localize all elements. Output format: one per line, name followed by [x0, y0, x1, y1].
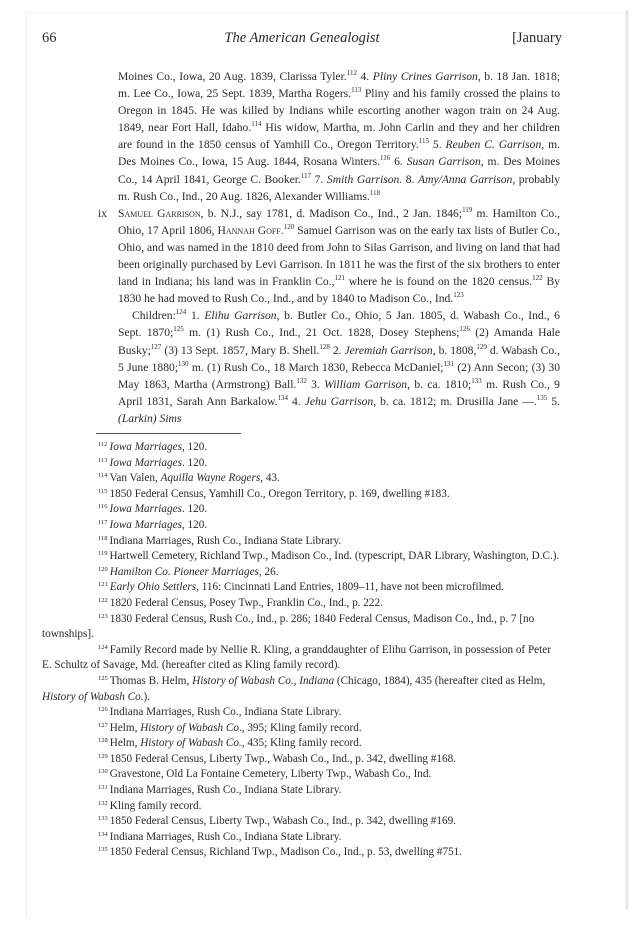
footnote-item: [42, 518, 562, 534]
footnote-reference[interactable]: 114: [251, 120, 262, 129]
footnote-reference[interactable]: 128: [319, 342, 330, 351]
text-run: Indiana Marriages, Rush Co., Indiana State Library.: [109, 706, 342, 719]
text-run: 8.: [402, 172, 419, 186]
footnote-item: [42, 549, 562, 565]
italic-text: Jeremiah Garrison: [344, 343, 433, 357]
footnote-number: 116: [98, 503, 108, 511]
text-run: , 435; Kling family record.: [241, 737, 362, 750]
footnote-item: [42, 565, 562, 581]
text-run: , probably m. Rush Co., Ind., 20 Aug. 1826, Alexander Williams.: [118, 172, 560, 203]
footnote-item: [42, 440, 562, 456]
text-run: m. (1) Rush Co., 18 March 1830, Rebecca McDaniel;: [188, 360, 444, 374]
italic-text: Elihu Garrison: [204, 309, 277, 323]
italic-text: History of Wabash Co.: [42, 690, 144, 703]
footnote-item: [42, 736, 562, 752]
footnote-number: 134: [98, 830, 108, 838]
footnote-number: 126: [98, 706, 108, 714]
footnote-item: [42, 596, 562, 612]
footnote-reference[interactable]: 125: [173, 325, 184, 334]
footnote-number: 113: [98, 456, 108, 464]
body-text: [98, 68, 561, 427]
text-run: m. Rush Co., 9 April 1831, Sarah Ann Barkalow.: [118, 377, 560, 408]
footnote-reference[interactable]: 116: [380, 154, 391, 163]
footnote-number: 125: [98, 674, 108, 682]
footnote-number: 119: [98, 550, 108, 558]
text-run: Indiana Marriages, Rush Co., Indiana State Library.: [109, 534, 342, 547]
footnote-number: 115: [98, 487, 108, 495]
text-run: where he is found on the 1820 census.: [344, 275, 533, 289]
footnote-reference[interactable]: 117: [300, 171, 312, 180]
footnotes: [42, 440, 562, 861]
footnote-number: 123: [98, 612, 108, 620]
text-run: 2.: [329, 343, 345, 357]
italic-text: History of Wabash Co.: [140, 737, 242, 750]
footnote-item: [42, 487, 562, 503]
text-run: , b. N.J., say 1781, d. Madison Co., Ind., 2 Jan. 1846;: [200, 206, 463, 220]
text-run: m. Hamilton Co., Ohio, 17 April 1806,: [118, 206, 560, 237]
italic-text: Reuben C. Garrison: [445, 138, 542, 152]
footnote-number: 127: [98, 721, 108, 729]
text-run: (2) Amanda Hale Busky;: [118, 326, 560, 357]
footnote-item: [42, 502, 562, 518]
footnote-item: [42, 580, 562, 596]
footnote-reference[interactable]: 133: [471, 376, 482, 385]
footnote-reference[interactable]: 123: [453, 291, 464, 300]
footnote-item: [42, 783, 562, 799]
text-run: 1850 Federal Census, Liberty Twp., Wabash Co., Ind., p. 342, dwelling #168.: [109, 752, 456, 765]
text-run: (3) 13 Sept. 1857, Mary B. Shell.: [161, 343, 320, 357]
footnote-number: 124: [98, 643, 108, 651]
footnote-number: 130: [98, 768, 108, 776]
text-run: 1830 Federal Census, Rush Co., Ind., p. 286; 1840 Federal Census, Madison Co., Ind., p. 7 [no townships].: [42, 612, 535, 641]
text-run: , b. Butler Co., Ohio, 5 Jan. 1805, d. Wabash Co., Ind., 6 Sept. 1870;: [118, 309, 560, 340]
footnote-number: 135: [98, 846, 108, 854]
text-run: 1850 Federal Census, Yamhill Co., Oregon Territory, p. 169, dwelling #183.: [109, 487, 450, 500]
text-run: Family Record made by Nellie R. Kling, a granddaughter of Elihu Garrison, in possession of Peter E. Schultz of Savage, Md. (hereafter cited as Kling family record).: [42, 643, 551, 672]
text-run: , b. ca. 1810;: [407, 377, 472, 391]
italic-text: History of Wabash Co., Indiana: [192, 674, 335, 687]
text-run: Helm,: [109, 737, 141, 750]
scan-binding-shadow: [625, 10, 629, 910]
footnote-reference[interactable]: 122: [532, 274, 543, 283]
footnote-item: [42, 674, 562, 705]
footnote-item: [42, 845, 562, 861]
text-run: , 120.: [181, 441, 208, 453]
footnote-reference[interactable]: 127: [150, 342, 162, 351]
italic-text: Iowa Marriages: [109, 503, 182, 516]
footnote-item: [42, 612, 562, 643]
text-run: Hartwell Cemetery, Richland Twp., Madison Co., Ind. (typescript, DAR Library, Washington, D.C.).: [109, 550, 560, 563]
footnote-reference[interactable]: 126: [459, 325, 470, 334]
footnote-number: 117: [98, 518, 108, 526]
footnote-number: 133: [98, 815, 108, 823]
footnote-reference[interactable]: 112: [346, 69, 357, 77]
text-run: 7.: [311, 172, 327, 186]
footnote-item: [42, 799, 562, 815]
text-run: Indiana Marriages, Rush Co., Indiana State Library.: [109, 784, 342, 797]
italic-text: Smith Garrison.: [326, 172, 403, 186]
text-run: 5.: [428, 138, 446, 152]
text-run: Indiana Marriages, Rush Co., Indiana State Library.: [109, 830, 342, 843]
text-run: 4.: [356, 70, 373, 83]
text-run: , 120.: [181, 518, 208, 531]
footnote-rule: [96, 433, 241, 434]
text-run: d. Wabash Co., 5 June 1880;: [118, 343, 561, 374]
footnote-reference[interactable]: 119: [462, 205, 473, 214]
footnote-reference[interactable]: 134: [277, 393, 289, 402]
text-run: By 1830 he had moved to Rush Co., Ind., and by 1840 to Madison Co., Ind.: [118, 275, 560, 306]
text-run: 1820 Federal Census, Posey Twp., Franklin Co., Ind., p. 222.: [109, 596, 383, 609]
children-paragraph: [118, 307, 560, 427]
italic-text: Susan Garrison: [406, 155, 481, 169]
text-run: . 120.: [181, 456, 208, 469]
footnote-reference[interactable]: 131: [443, 359, 455, 368]
footnote-item: [42, 752, 562, 768]
text-run: ).: [143, 690, 151, 703]
footnote-reference[interactable]: 113: [351, 86, 362, 95]
text-run: 3.: [306, 377, 325, 391]
text-run: (2) Ann Secon; (3) 30 May 1863, Martha (Armstrong) Ball.: [118, 360, 560, 391]
text-run: Van Valen,: [109, 472, 161, 485]
text-run: 5.: [547, 394, 560, 408]
text-run: Kling family record.: [109, 799, 202, 812]
footnote-number: 132: [98, 799, 108, 807]
footnote-number: 118: [98, 534, 108, 542]
footnote-reference[interactable]: 118: [369, 188, 381, 197]
italic-text: Amy/Anna Garrison: [418, 172, 513, 186]
footnote-item: [42, 721, 562, 737]
text-run: , 43.: [260, 472, 280, 485]
text-run: Samuel Garrison was on the early tax lists of Butler Co., Ohio, and was named in the 1810 deed from John to Silas Garrison, and living on land that had been originally purchased by Levi Garrison. In 1811 he was the first of the six brothers to enter land in Indiana; his land was in Franklin Co.,: [118, 223, 560, 289]
text-run: , 116: Cincinnati Land Entries, 1809–11, have not been microfilmed.: [196, 581, 504, 594]
text-run: , b. 1808,: [432, 343, 477, 357]
footnote-reference[interactable]: 115: [418, 137, 429, 146]
text-run: Gravestone, Old La Fontaine Cemetery, Liberty Twp., Wabash Co., Ind.: [109, 768, 432, 781]
footnote-item: [42, 767, 562, 783]
footnote-reference[interactable]: 124: [175, 308, 187, 317]
genealogy-entry-ix: [98, 205, 560, 308]
text-run: , 26.: [258, 565, 279, 578]
footnote-number: 122: [98, 596, 108, 604]
footnote-reference[interactable]: 132: [296, 376, 307, 385]
footnote-number: 128: [98, 737, 108, 745]
text-run: Pliny and his family crossed the plains to Oregon in 1845. He was killed by Indians while escorting another wagon train on 24 Aug. 1849, near Fort Hall, Idaho.: [118, 87, 560, 135]
text-run: 1850 Federal Census, Liberty Twp., Wabash Co., Ind., p. 342, dwelling #169.: [109, 815, 456, 828]
text-run: , b. ca. 1812; m. Drusilla Jane —.: [373, 394, 537, 408]
running-head: [42, 30, 562, 52]
text-run: (Chicago, 1884), 435 (hereafter cited as Helm,: [334, 674, 546, 687]
text-run: 1850 Federal Census, Richland Twp., Madison Co., Ind., p. 53, dwelling #751.: [109, 846, 463, 859]
footnote-number: 114: [98, 472, 108, 480]
small-caps-name: Samuel Garrison: [118, 206, 201, 220]
italic-text: Hamilton Co. Pioneer Marriages: [109, 565, 259, 578]
footnote-item: [42, 705, 562, 721]
entry-text: [118, 207, 560, 305]
text-run: 1.: [186, 309, 205, 323]
italic-text: Iowa Marriages: [109, 441, 182, 453]
footnote-number: 131: [98, 784, 108, 792]
text-run: , m. Des Moines Co., 14 April 1841, George C. Booker.: [118, 155, 560, 186]
italic-text: William Garrison: [324, 377, 408, 391]
footnote-number: 112: [98, 441, 108, 448]
page-number: 66: [42, 30, 57, 46]
small-caps-name: Hannah Goff: [217, 223, 281, 237]
footnote-reference[interactable]: 130: [178, 359, 189, 368]
italic-text: (Larkin) Sims: [118, 411, 182, 425]
footnote-item: [42, 456, 562, 472]
italic-text: Iowa Marriages: [109, 518, 182, 531]
journal-title: The American Genealogist: [224, 30, 380, 46]
footnote-item: [42, 830, 562, 846]
text-run: Moines Co., Iowa, 20 Aug. 1839, Clarissa Tyler.: [118, 70, 347, 83]
text-run: His widow, Martha, m. John Carlin and they and her children are found in the 1850 census of Yamhill Co., Oregon Territory.: [118, 121, 560, 152]
entry-roman-numeral: ix: [98, 206, 108, 220]
footnote-item: [42, 534, 562, 550]
footnote-number: 129: [98, 752, 108, 760]
text-run: . 120.: [181, 503, 208, 516]
footnote-number: 120: [98, 565, 108, 573]
footnote-reference[interactable]: 121: [334, 274, 345, 283]
text-run: , b. 18 Jan. 1818; m. Lee Co., Iowa, 25 Sept. 1839, Martha Rogers.: [118, 70, 560, 101]
text-run: Thomas B. Helm,: [109, 674, 193, 687]
footnote-item: [42, 471, 562, 487]
footnote-reference[interactable]: 120: [283, 222, 295, 231]
italic-text: Jehu Garrison: [304, 394, 374, 408]
italic-text: Pliny Crines Garrison: [372, 70, 478, 83]
text-run: Helm,: [109, 721, 141, 734]
text-run: m. (1) Rush Co., Ind., 21 Oct. 1828, Dosey Stephens;: [183, 326, 460, 340]
text-run: ., 395; Kling family record.: [238, 721, 362, 734]
footnote-item: [42, 814, 562, 830]
italic-text: Aquilla Wayne Rogers: [160, 472, 261, 485]
footnote-number: 121: [98, 581, 108, 589]
footnote-item: [42, 643, 562, 674]
text-run: 6.: [390, 155, 407, 169]
italic-text: Iowa Marriages: [109, 456, 182, 469]
text-run: , m. Des Moines Co., Iowa, 15 Aug. 1844, Rosana Winters.: [118, 138, 560, 169]
text-run: 4.: [288, 394, 305, 408]
issue-month: [January: [512, 30, 562, 46]
footnote-reference[interactable]: 129: [476, 342, 487, 351]
paragraph-continued: [118, 68, 560, 205]
footnote-reference[interactable]: 135: [536, 393, 548, 402]
text-run: Children:: [132, 309, 176, 323]
italic-text: History of Wabash Co: [140, 721, 239, 734]
text-run: .: [280, 223, 284, 237]
italic-text: Early Ohio Settlers: [109, 581, 197, 594]
